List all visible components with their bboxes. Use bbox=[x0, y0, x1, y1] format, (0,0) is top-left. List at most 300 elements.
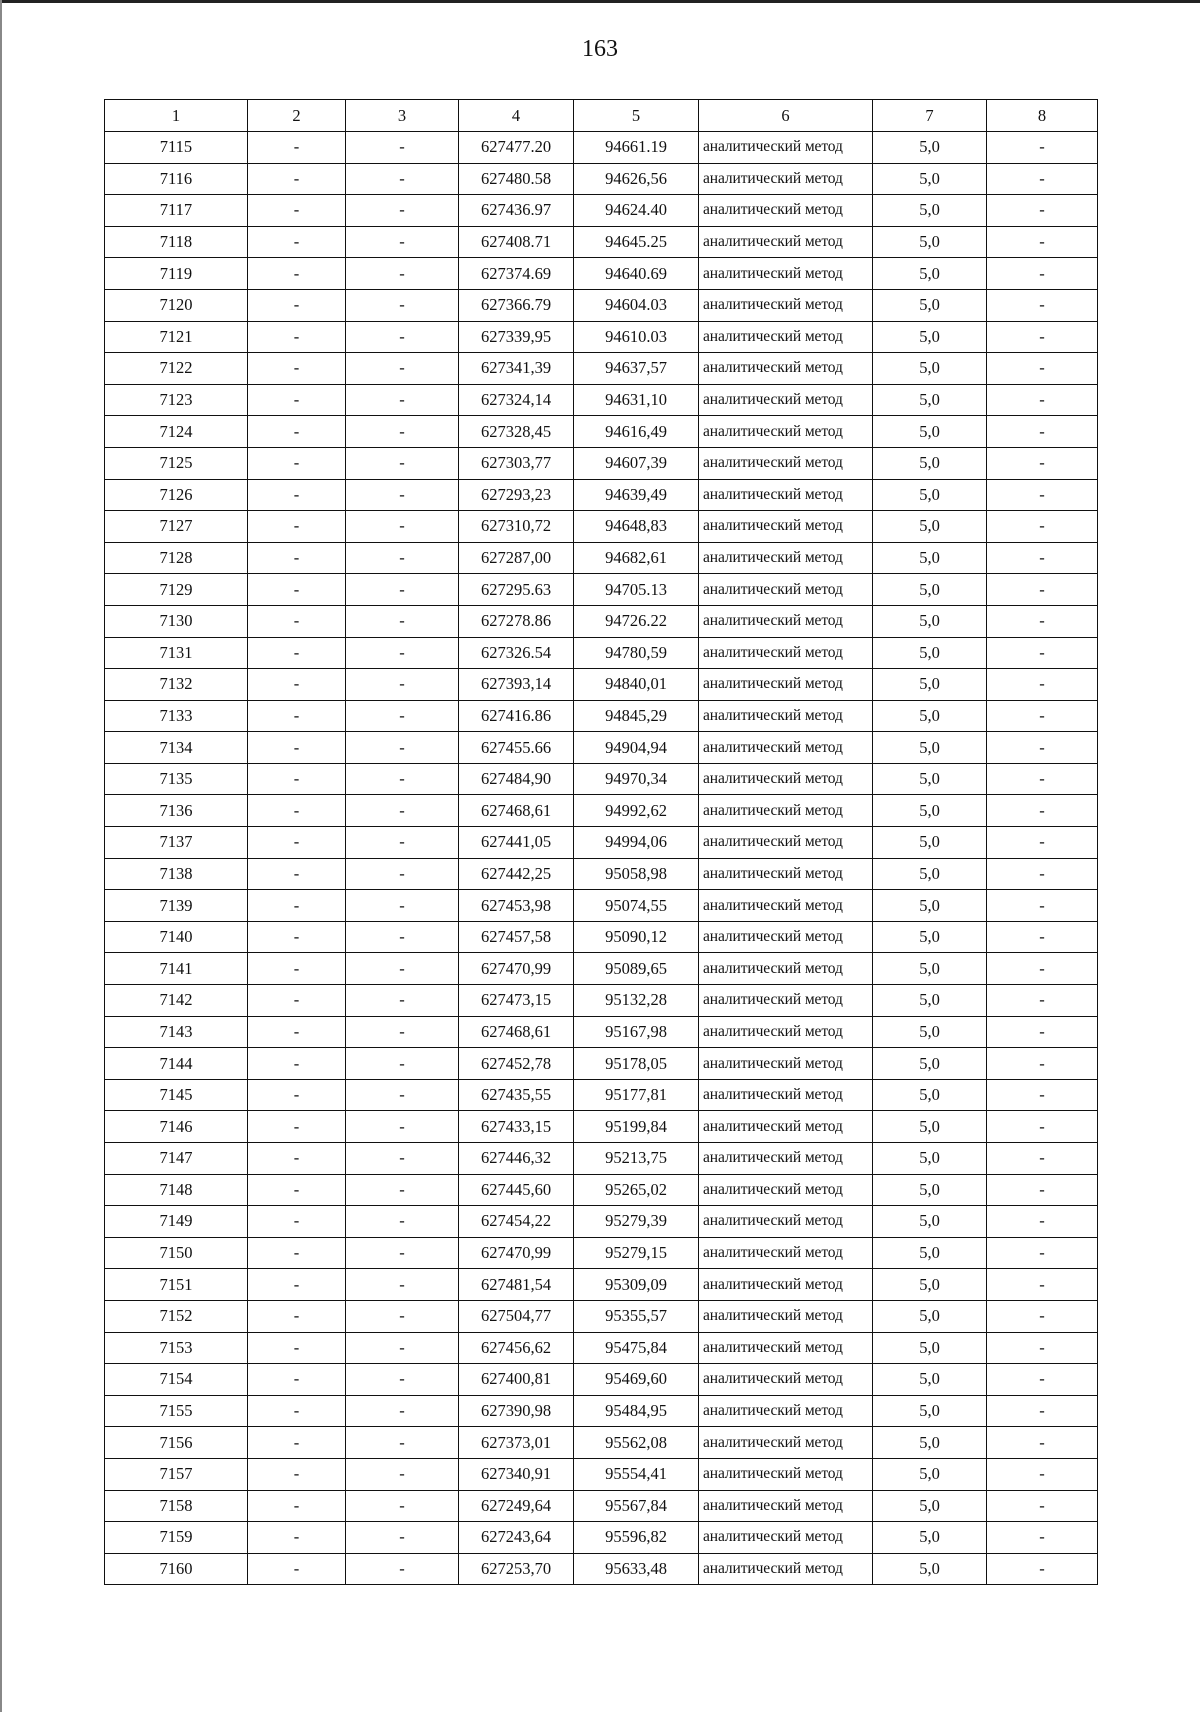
cell-point-number: 7139 bbox=[105, 890, 248, 922]
table-row bbox=[105, 1427, 1098, 1459]
cell-accuracy: 5,0 bbox=[873, 700, 987, 732]
cell-col-3: - bbox=[346, 1048, 459, 1080]
cell-accuracy: 5,0 bbox=[873, 479, 987, 511]
cell-col-3: - bbox=[346, 574, 459, 606]
cell-y-coordinate: 94726.22 bbox=[574, 605, 699, 637]
cell-col-2: - bbox=[248, 447, 346, 479]
cell-col-2: - bbox=[248, 195, 346, 227]
cell-accuracy: 5,0 bbox=[873, 763, 987, 795]
cell-method: аналитический метод bbox=[699, 795, 873, 827]
cell-method: аналитический метод bbox=[699, 669, 873, 701]
cell-y-coordinate: 94637,57 bbox=[574, 353, 699, 385]
table-row bbox=[105, 1395, 1098, 1427]
cell-col-3: - bbox=[346, 1016, 459, 1048]
cell-x-coordinate: 627253,70 bbox=[459, 1553, 574, 1585]
table-row bbox=[105, 321, 1098, 353]
cell-accuracy: 5,0 bbox=[873, 1395, 987, 1427]
cell-y-coordinate: 94640.69 bbox=[574, 258, 699, 290]
cell-point-number: 7128 bbox=[105, 542, 248, 574]
cell-x-coordinate: 627324,14 bbox=[459, 384, 574, 416]
cell-method: аналитический метод bbox=[699, 132, 873, 164]
cell-col-3: - bbox=[346, 1458, 459, 1490]
cell-col-2: - bbox=[248, 321, 346, 353]
cell-accuracy: 5,0 bbox=[873, 1458, 987, 1490]
cell-col-8: - bbox=[987, 447, 1098, 479]
cell-col-8: - bbox=[987, 700, 1098, 732]
cell-col-8: - bbox=[987, 574, 1098, 606]
cell-col-8: - bbox=[987, 1079, 1098, 1111]
cell-method: аналитический метод bbox=[699, 858, 873, 890]
cell-accuracy: 5,0 bbox=[873, 574, 987, 606]
cell-method: аналитический метод bbox=[699, 1332, 873, 1364]
cell-col-2: - bbox=[248, 226, 346, 258]
cell-col-2: - bbox=[248, 1458, 346, 1490]
cell-accuracy: 5,0 bbox=[873, 1269, 987, 1301]
table-row bbox=[105, 258, 1098, 290]
table-row bbox=[105, 700, 1098, 732]
cell-accuracy: 5,0 bbox=[873, 1237, 987, 1269]
cell-col-3: - bbox=[346, 921, 459, 953]
cell-y-coordinate: 95167,98 bbox=[574, 1016, 699, 1048]
cell-point-number: 7152 bbox=[105, 1300, 248, 1332]
cell-accuracy: 5,0 bbox=[873, 1522, 987, 1554]
cell-col-2: - bbox=[248, 827, 346, 859]
cell-x-coordinate: 627249,64 bbox=[459, 1490, 574, 1522]
cell-x-coordinate: 627433,15 bbox=[459, 1111, 574, 1143]
table-row bbox=[105, 637, 1098, 669]
cell-x-coordinate: 627455.66 bbox=[459, 732, 574, 764]
cell-col-2: - bbox=[248, 890, 346, 922]
cell-x-coordinate: 627400,81 bbox=[459, 1364, 574, 1396]
cell-point-number: 7151 bbox=[105, 1269, 248, 1301]
cell-x-coordinate: 627328,45 bbox=[459, 416, 574, 448]
table-row bbox=[105, 1458, 1098, 1490]
cell-y-coordinate: 94840,01 bbox=[574, 669, 699, 701]
cell-point-number: 7143 bbox=[105, 1016, 248, 1048]
table-row bbox=[105, 921, 1098, 953]
cell-accuracy: 5,0 bbox=[873, 289, 987, 321]
cell-col-8: - bbox=[987, 289, 1098, 321]
cell-method: аналитический метод bbox=[699, 1079, 873, 1111]
cell-col-2: - bbox=[248, 1490, 346, 1522]
cell-point-number: 7116 bbox=[105, 163, 248, 195]
table-row bbox=[105, 858, 1098, 890]
cell-point-number: 7120 bbox=[105, 289, 248, 321]
cell-x-coordinate: 627504,77 bbox=[459, 1300, 574, 1332]
cell-accuracy: 5,0 bbox=[873, 953, 987, 985]
cell-y-coordinate: 94780,59 bbox=[574, 637, 699, 669]
cell-point-number: 7144 bbox=[105, 1048, 248, 1080]
cell-col-8: - bbox=[987, 1269, 1098, 1301]
cell-x-coordinate: 627452,78 bbox=[459, 1048, 574, 1080]
cell-col-2: - bbox=[248, 1332, 346, 1364]
cell-col-3: - bbox=[346, 1364, 459, 1396]
cell-accuracy: 5,0 bbox=[873, 1490, 987, 1522]
cell-y-coordinate: 94631,10 bbox=[574, 384, 699, 416]
cell-x-coordinate: 627454,22 bbox=[459, 1206, 574, 1238]
cell-col-2: - bbox=[248, 1522, 346, 1554]
cell-point-number: 7142 bbox=[105, 985, 248, 1017]
cell-col-8: - bbox=[987, 1332, 1098, 1364]
cell-accuracy: 5,0 bbox=[873, 827, 987, 859]
cell-x-coordinate: 627408.71 bbox=[459, 226, 574, 258]
cell-x-coordinate: 627339,95 bbox=[459, 321, 574, 353]
cell-col-3: - bbox=[346, 1269, 459, 1301]
cell-x-coordinate: 627456,62 bbox=[459, 1332, 574, 1364]
table-row bbox=[105, 985, 1098, 1017]
cell-x-coordinate: 627468,61 bbox=[459, 795, 574, 827]
table-row bbox=[105, 1332, 1098, 1364]
cell-method: аналитический метод bbox=[699, 195, 873, 227]
cell-accuracy: 5,0 bbox=[873, 163, 987, 195]
cell-col-2: - bbox=[248, 669, 346, 701]
cell-method: аналитический метод bbox=[699, 163, 873, 195]
cell-y-coordinate: 94624.40 bbox=[574, 195, 699, 227]
cell-col-3: - bbox=[346, 321, 459, 353]
cell-method: аналитический метод bbox=[699, 763, 873, 795]
cell-col-2: - bbox=[248, 479, 346, 511]
cell-col-3: - bbox=[346, 827, 459, 859]
cell-y-coordinate: 95562,08 bbox=[574, 1427, 699, 1459]
cell-col-3: - bbox=[346, 1300, 459, 1332]
cell-accuracy: 5,0 bbox=[873, 1364, 987, 1396]
cell-x-coordinate: 627445,60 bbox=[459, 1174, 574, 1206]
table-row bbox=[105, 195, 1098, 227]
cell-col-8: - bbox=[987, 1300, 1098, 1332]
cell-col-2: - bbox=[248, 1174, 346, 1206]
cell-x-coordinate: 627453,98 bbox=[459, 890, 574, 922]
cell-col-2: - bbox=[248, 132, 346, 164]
cell-col-3: - bbox=[346, 669, 459, 701]
cell-method: аналитический метод bbox=[699, 1143, 873, 1175]
cell-y-coordinate: 94604.03 bbox=[574, 289, 699, 321]
cell-point-number: 7129 bbox=[105, 574, 248, 606]
cell-method: аналитический метод bbox=[699, 1237, 873, 1269]
cell-x-coordinate: 627446,32 bbox=[459, 1143, 574, 1175]
cell-y-coordinate: 95213,75 bbox=[574, 1143, 699, 1175]
table-row bbox=[105, 1016, 1098, 1048]
cell-method: аналитический метод bbox=[699, 1016, 873, 1048]
cell-col-2: - bbox=[248, 574, 346, 606]
cell-point-number: 7131 bbox=[105, 637, 248, 669]
cell-col-8: - bbox=[987, 511, 1098, 543]
cell-col-2: - bbox=[248, 1300, 346, 1332]
cell-col-2: - bbox=[248, 732, 346, 764]
cell-method: аналитический метод bbox=[699, 953, 873, 985]
cell-x-coordinate: 627303,77 bbox=[459, 447, 574, 479]
table-row bbox=[105, 353, 1098, 385]
table-row bbox=[105, 669, 1098, 701]
cell-col-2: - bbox=[248, 858, 346, 890]
cell-accuracy: 5,0 bbox=[873, 890, 987, 922]
cell-method: аналитический метод bbox=[699, 1364, 873, 1396]
cell-point-number: 7121 bbox=[105, 321, 248, 353]
table-row bbox=[105, 1522, 1098, 1554]
cell-x-coordinate: 627295.63 bbox=[459, 574, 574, 606]
cell-col-8: - bbox=[987, 1458, 1098, 1490]
cell-col-3: - bbox=[346, 1490, 459, 1522]
cell-col-3: - bbox=[346, 1237, 459, 1269]
cell-method: аналитический метод bbox=[699, 1458, 873, 1490]
cell-col-8: - bbox=[987, 321, 1098, 353]
cell-method: аналитический метод bbox=[699, 511, 873, 543]
cell-method: аналитический метод bbox=[699, 416, 873, 448]
cell-x-coordinate: 627435,55 bbox=[459, 1079, 574, 1111]
cell-accuracy: 5,0 bbox=[873, 795, 987, 827]
cell-point-number: 7146 bbox=[105, 1111, 248, 1143]
cell-x-coordinate: 627436.97 bbox=[459, 195, 574, 227]
cell-y-coordinate: 94607,39 bbox=[574, 447, 699, 479]
table-row bbox=[105, 384, 1098, 416]
cell-y-coordinate: 94705.13 bbox=[574, 574, 699, 606]
cell-col-2: - bbox=[248, 763, 346, 795]
cell-accuracy: 5,0 bbox=[873, 1427, 987, 1459]
cell-y-coordinate: 94610.03 bbox=[574, 321, 699, 353]
cell-x-coordinate: 627470,99 bbox=[459, 1237, 574, 1269]
cell-col-2: - bbox=[248, 511, 346, 543]
cell-col-2: - bbox=[248, 1016, 346, 1048]
cell-method: аналитический метод bbox=[699, 637, 873, 669]
cell-x-coordinate: 627366.79 bbox=[459, 289, 574, 321]
cell-col-8: - bbox=[987, 763, 1098, 795]
column-header-2: 2 bbox=[248, 100, 346, 132]
cell-col-3: - bbox=[346, 1553, 459, 1585]
cell-accuracy: 5,0 bbox=[873, 195, 987, 227]
cell-method: аналитический метод bbox=[699, 384, 873, 416]
cell-col-8: - bbox=[987, 1016, 1098, 1048]
cell-point-number: 7115 bbox=[105, 132, 248, 164]
cell-col-2: - bbox=[248, 1048, 346, 1080]
cell-col-3: - bbox=[346, 447, 459, 479]
scan-edge-left bbox=[0, 0, 2, 1712]
cell-col-8: - bbox=[987, 416, 1098, 448]
cell-method: аналитический метод bbox=[699, 1269, 873, 1301]
cell-point-number: 7141 bbox=[105, 953, 248, 985]
cell-col-3: - bbox=[346, 795, 459, 827]
cell-point-number: 7155 bbox=[105, 1395, 248, 1427]
cell-col-2: - bbox=[248, 542, 346, 574]
cell-y-coordinate: 94661.19 bbox=[574, 132, 699, 164]
cell-x-coordinate: 627287,00 bbox=[459, 542, 574, 574]
cell-point-number: 7122 bbox=[105, 353, 248, 385]
table-header bbox=[105, 100, 1098, 132]
cell-col-3: - bbox=[346, 384, 459, 416]
table-row bbox=[105, 827, 1098, 859]
cell-col-8: - bbox=[987, 890, 1098, 922]
cell-point-number: 7159 bbox=[105, 1522, 248, 1554]
cell-y-coordinate: 95309,09 bbox=[574, 1269, 699, 1301]
cell-col-8: - bbox=[987, 1237, 1098, 1269]
cell-y-coordinate: 95484,95 bbox=[574, 1395, 699, 1427]
cell-y-coordinate: 95279,15 bbox=[574, 1237, 699, 1269]
cell-method: аналитический метод bbox=[699, 1427, 873, 1459]
cell-col-8: - bbox=[987, 226, 1098, 258]
cell-point-number: 7138 bbox=[105, 858, 248, 890]
cell-x-coordinate: 627470,99 bbox=[459, 953, 574, 985]
cell-accuracy: 5,0 bbox=[873, 1174, 987, 1206]
cell-method: аналитический метод bbox=[699, 258, 873, 290]
cell-col-3: - bbox=[346, 1079, 459, 1111]
cell-point-number: 7123 bbox=[105, 384, 248, 416]
cell-x-coordinate: 627457,58 bbox=[459, 921, 574, 953]
cell-y-coordinate: 95567,84 bbox=[574, 1490, 699, 1522]
cell-col-3: - bbox=[346, 226, 459, 258]
cell-col-3: - bbox=[346, 985, 459, 1017]
cell-method: аналитический метод bbox=[699, 1553, 873, 1585]
cell-col-3: - bbox=[346, 1143, 459, 1175]
cell-col-2: - bbox=[248, 163, 346, 195]
cell-x-coordinate: 627326.54 bbox=[459, 637, 574, 669]
cell-y-coordinate: 95633,48 bbox=[574, 1553, 699, 1585]
cell-x-coordinate: 627416.86 bbox=[459, 700, 574, 732]
cell-x-coordinate: 627373,01 bbox=[459, 1427, 574, 1459]
cell-method: аналитический метод bbox=[699, 827, 873, 859]
table-row bbox=[105, 132, 1098, 164]
table-row bbox=[105, 542, 1098, 574]
cell-y-coordinate: 94682,61 bbox=[574, 542, 699, 574]
cell-y-coordinate: 95265,02 bbox=[574, 1174, 699, 1206]
cell-accuracy: 5,0 bbox=[873, 447, 987, 479]
cell-point-number: 7145 bbox=[105, 1079, 248, 1111]
cell-col-2: - bbox=[248, 1269, 346, 1301]
cell-col-8: - bbox=[987, 795, 1098, 827]
cell-accuracy: 5,0 bbox=[873, 1048, 987, 1080]
cell-accuracy: 5,0 bbox=[873, 605, 987, 637]
cell-point-number: 7135 bbox=[105, 763, 248, 795]
cell-point-number: 7134 bbox=[105, 732, 248, 764]
cell-method: аналитический метод bbox=[699, 1300, 873, 1332]
cell-col-2: - bbox=[248, 953, 346, 985]
column-header-4: 4 bbox=[459, 100, 574, 132]
cell-method: аналитический метод bbox=[699, 921, 873, 953]
cell-col-8: - bbox=[987, 1427, 1098, 1459]
table-row bbox=[105, 1048, 1098, 1080]
cell-method: аналитический метод bbox=[699, 479, 873, 511]
cell-col-3: - bbox=[346, 479, 459, 511]
cell-col-3: - bbox=[346, 637, 459, 669]
table-row bbox=[105, 1300, 1098, 1332]
cell-point-number: 7149 bbox=[105, 1206, 248, 1238]
cell-col-8: - bbox=[987, 542, 1098, 574]
cell-col-3: - bbox=[346, 163, 459, 195]
cell-method: аналитический метод bbox=[699, 1522, 873, 1554]
cell-point-number: 7137 bbox=[105, 827, 248, 859]
cell-y-coordinate: 95074,55 bbox=[574, 890, 699, 922]
cell-col-8: - bbox=[987, 605, 1098, 637]
cell-point-number: 7126 bbox=[105, 479, 248, 511]
cell-col-2: - bbox=[248, 1364, 346, 1396]
cell-point-number: 7154 bbox=[105, 1364, 248, 1396]
column-header-7: 7 bbox=[873, 100, 987, 132]
cell-col-3: - bbox=[346, 132, 459, 164]
cell-accuracy: 5,0 bbox=[873, 1016, 987, 1048]
cell-accuracy: 5,0 bbox=[873, 1111, 987, 1143]
header-row bbox=[105, 100, 1098, 132]
column-header-3: 3 bbox=[346, 100, 459, 132]
table-row bbox=[105, 574, 1098, 606]
cell-col-8: - bbox=[987, 1111, 1098, 1143]
table-body bbox=[105, 132, 1098, 1585]
cell-col-2: - bbox=[248, 700, 346, 732]
cell-method: аналитический метод bbox=[699, 1048, 873, 1080]
table-row bbox=[105, 1143, 1098, 1175]
cell-col-3: - bbox=[346, 542, 459, 574]
cell-point-number: 7148 bbox=[105, 1174, 248, 1206]
cell-point-number: 7125 bbox=[105, 447, 248, 479]
cell-col-3: - bbox=[346, 195, 459, 227]
cell-col-3: - bbox=[346, 289, 459, 321]
table-row bbox=[105, 795, 1098, 827]
cell-x-coordinate: 627480.58 bbox=[459, 163, 574, 195]
cell-y-coordinate: 94992,62 bbox=[574, 795, 699, 827]
cell-y-coordinate: 94616,49 bbox=[574, 416, 699, 448]
cell-col-3: - bbox=[346, 1395, 459, 1427]
cell-col-2: - bbox=[248, 1079, 346, 1111]
table-row bbox=[105, 605, 1098, 637]
cell-y-coordinate: 95475,84 bbox=[574, 1332, 699, 1364]
cell-method: аналитический метод bbox=[699, 1111, 873, 1143]
cell-method: аналитический метод bbox=[699, 574, 873, 606]
cell-y-coordinate: 95132,28 bbox=[574, 985, 699, 1017]
cell-x-coordinate: 627278.86 bbox=[459, 605, 574, 637]
cell-x-coordinate: 627374.69 bbox=[459, 258, 574, 290]
cell-accuracy: 5,0 bbox=[873, 384, 987, 416]
cell-col-3: - bbox=[346, 700, 459, 732]
cell-col-3: - bbox=[346, 1522, 459, 1554]
cell-col-2: - bbox=[248, 1427, 346, 1459]
cell-point-number: 7157 bbox=[105, 1458, 248, 1490]
cell-x-coordinate: 627293,23 bbox=[459, 479, 574, 511]
cell-accuracy: 5,0 bbox=[873, 353, 987, 385]
cell-col-3: - bbox=[346, 763, 459, 795]
cell-y-coordinate: 95279,39 bbox=[574, 1206, 699, 1238]
table-row bbox=[105, 1364, 1098, 1396]
cell-col-8: - bbox=[987, 827, 1098, 859]
table-row bbox=[105, 447, 1098, 479]
table-row bbox=[105, 479, 1098, 511]
cell-accuracy: 5,0 bbox=[873, 416, 987, 448]
cell-method: аналитический метод bbox=[699, 985, 873, 1017]
cell-col-2: - bbox=[248, 1553, 346, 1585]
table-row bbox=[105, 1206, 1098, 1238]
cell-point-number: 7140 bbox=[105, 921, 248, 953]
cell-col-8: - bbox=[987, 1553, 1098, 1585]
cell-y-coordinate: 95355,57 bbox=[574, 1300, 699, 1332]
cell-method: аналитический метод bbox=[699, 226, 873, 258]
table-row bbox=[105, 1174, 1098, 1206]
cell-col-8: - bbox=[987, 195, 1098, 227]
cell-point-number: 7133 bbox=[105, 700, 248, 732]
cell-accuracy: 5,0 bbox=[873, 511, 987, 543]
cell-col-8: - bbox=[987, 1206, 1098, 1238]
cell-y-coordinate: 94639,49 bbox=[574, 479, 699, 511]
cell-y-coordinate: 94645.25 bbox=[574, 226, 699, 258]
cell-point-number: 7160 bbox=[105, 1553, 248, 1585]
cell-method: аналитический метод bbox=[699, 1490, 873, 1522]
cell-x-coordinate: 627484,90 bbox=[459, 763, 574, 795]
cell-col-2: - bbox=[248, 258, 346, 290]
cell-col-8: - bbox=[987, 353, 1098, 385]
cell-point-number: 7158 bbox=[105, 1490, 248, 1522]
cell-accuracy: 5,0 bbox=[873, 321, 987, 353]
cell-x-coordinate: 627442,25 bbox=[459, 858, 574, 890]
cell-method: аналитический метод bbox=[699, 353, 873, 385]
cell-accuracy: 5,0 bbox=[873, 637, 987, 669]
cell-x-coordinate: 627390,98 bbox=[459, 1395, 574, 1427]
cell-col-3: - bbox=[346, 890, 459, 922]
cell-accuracy: 5,0 bbox=[873, 1206, 987, 1238]
cell-y-coordinate: 94904,94 bbox=[574, 732, 699, 764]
